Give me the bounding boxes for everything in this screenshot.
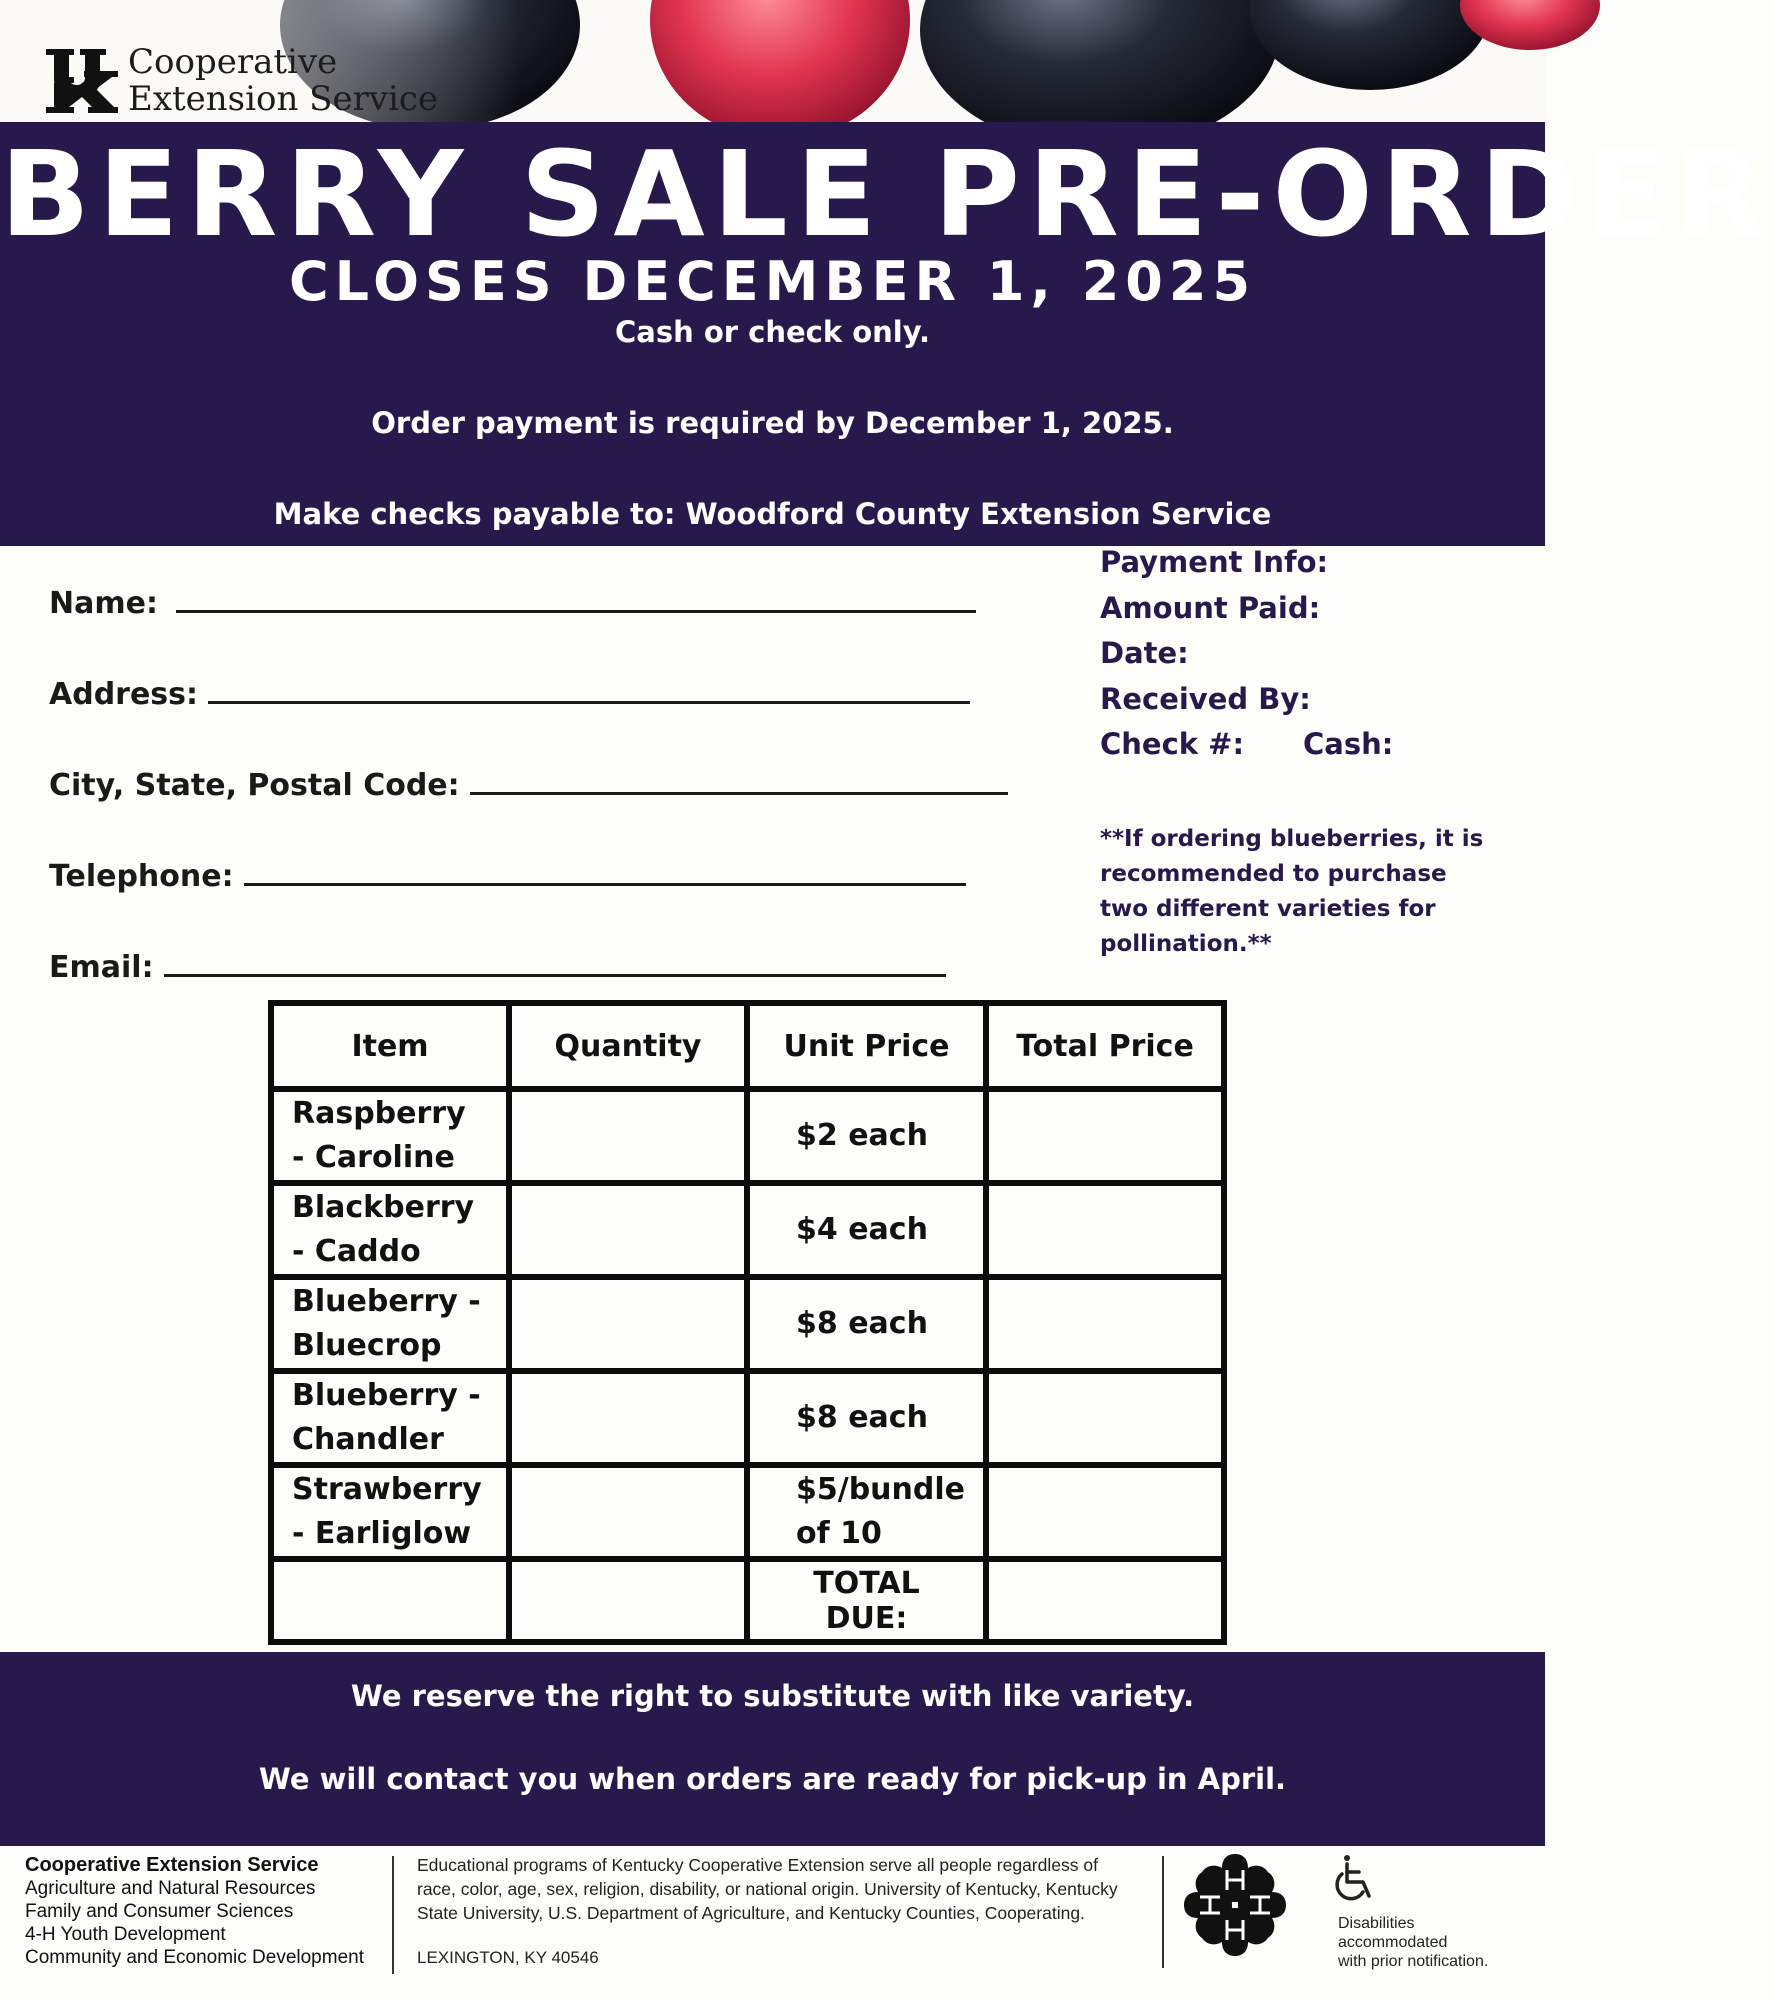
- check-number-label: Check #:: [1100, 727, 1245, 761]
- program-item: 4-H Youth Development: [25, 1924, 226, 1945]
- item-cell: Blackberry - Caddo: [271, 1183, 509, 1277]
- item-cell: Blueberry - Chandler: [271, 1371, 509, 1465]
- disabilities-notice: [1338, 1914, 1488, 1971]
- divider: [1162, 1856, 1164, 1968]
- email-label: Email:: [49, 950, 154, 985]
- logo-text: [128, 44, 438, 118]
- disabilities-line: with prior notification.: [1338, 1953, 1489, 1970]
- disclaimer-text: Educational programs of Kentucky Cooperative Extension serve all people regardless of race, color, age, sex, religion, disability, or national origin. University of Kentucky, Kentucky State University, U.S. Department of Agriculture, and Kentucky Counties, Cooperating.: [417, 1855, 1118, 1923]
- unit-price-cell: $5/bundle of 10: [747, 1465, 986, 1559]
- blueberry-note: **If ordering blueberries, it is recommended to purchase two different varieties for pollination.**: [1100, 826, 1484, 957]
- address-text: LEXINGTON, KY 40546: [417, 1948, 599, 1967]
- quantity-cell[interactable]: [509, 1465, 747, 1559]
- page-title: BERRY SALE PRE-ORDER: [0, 125, 1773, 263]
- total-price-cell[interactable]: [986, 1089, 1224, 1183]
- telephone-field[interactable]: [49, 857, 966, 895]
- unit-price-cell: $2 each: [747, 1089, 986, 1183]
- total-due-label: TOTAL DUE:: [747, 1559, 986, 1642]
- total-price-cell[interactable]: [986, 1371, 1224, 1465]
- payment-deadline-text: Order payment is required by December 1, 2025.: [371, 406, 1174, 440]
- payment-method-text: Cash or check only.: [614, 315, 931, 349]
- logo-line-1: Cooperative: [128, 42, 338, 82]
- quantity-cell[interactable]: [509, 1183, 747, 1277]
- amount-paid-label: Amount Paid:: [1100, 591, 1321, 625]
- program-heading: Cooperative Extension Service: [25, 1854, 319, 1876]
- header-unit-price: Unit Price: [747, 1003, 986, 1089]
- unit-price-cell: $8 each: [747, 1277, 986, 1371]
- address-field[interactable]: [49, 675, 970, 713]
- quantity-cell[interactable]: [509, 1089, 747, 1183]
- header-quantity: Quantity: [509, 1003, 747, 1089]
- unit-price-cell: $4 each: [747, 1183, 986, 1277]
- telephone-label: Telephone:: [49, 859, 234, 894]
- name-label: Name:: [49, 586, 158, 621]
- four-h-clover-icon: [1182, 1852, 1288, 1958]
- disabilities-line: Disabilities: [1338, 1915, 1415, 1932]
- empty-cell: [271, 1559, 509, 1642]
- order-table: [268, 1000, 1227, 1645]
- item-cell: Strawberry - Earliglow: [271, 1465, 509, 1559]
- total-price-cell[interactable]: [986, 1277, 1224, 1371]
- substitution-notice: We reserve the right to substitute with like variety.: [350, 1679, 1195, 1713]
- payment-info-label: Payment Info:: [1100, 545, 1329, 579]
- telephone-line[interactable]: [244, 857, 966, 886]
- header-total-price: Total Price: [986, 1003, 1224, 1089]
- total-due-cell[interactable]: [986, 1559, 1224, 1642]
- table-row: [271, 1277, 1224, 1371]
- item-cell: Raspberry - Caroline: [271, 1089, 509, 1183]
- email-line[interactable]: [164, 948, 946, 977]
- address-line[interactable]: [208, 675, 970, 704]
- table-row: [271, 1371, 1224, 1465]
- table-row: [271, 1465, 1224, 1559]
- uk-logo-icon: [44, 47, 120, 115]
- city-field[interactable]: [49, 766, 1008, 804]
- unit-price-cell: $8 each: [747, 1371, 986, 1465]
- empty-cell: [509, 1559, 747, 1642]
- uk-logo: [44, 44, 438, 118]
- deadline-subtitle: CLOSES DECEMBER 1, 2025: [288, 250, 1257, 313]
- disabilities-line: accommodated: [1338, 1934, 1448, 1951]
- total-row: [271, 1559, 1224, 1642]
- program-areas: [25, 1854, 364, 1969]
- name-field[interactable]: [49, 584, 976, 622]
- table-row: [271, 1183, 1224, 1277]
- item-cell: Blueberry - Bluecrop: [271, 1277, 509, 1371]
- program-item: Agriculture and Natural Resources: [25, 1878, 316, 1899]
- name-line[interactable]: [176, 584, 976, 613]
- header-banner: [0, 122, 1773, 546]
- header-item: Item: [271, 1003, 509, 1089]
- logo-line-2: Extension Service: [128, 79, 439, 119]
- email-field[interactable]: [49, 948, 946, 986]
- quantity-cell[interactable]: [509, 1371, 747, 1465]
- table-row: [271, 1089, 1224, 1183]
- address-label: Address:: [49, 677, 199, 712]
- divider: [392, 1856, 394, 1974]
- total-price-cell[interactable]: [986, 1465, 1224, 1559]
- accessibility-icon: [1333, 1852, 1383, 1904]
- total-price-cell[interactable]: [986, 1183, 1224, 1277]
- city-line[interactable]: [470, 766, 1008, 795]
- city-label: City, State, Postal Code:: [49, 768, 460, 803]
- program-item: Community and Economic Development: [25, 1947, 364, 1968]
- footer-band: [0, 1652, 1545, 1846]
- program-item: Family and Consumer Sciences: [25, 1901, 294, 1922]
- received-by-label: Received By:: [1100, 682, 1311, 716]
- pickup-notice: We will contact you when orders are ready for pick-up in April.: [258, 1762, 1287, 1796]
- checks-payable-text: Make checks payable to: Woodford County Extension Service: [273, 497, 1272, 531]
- quantity-cell[interactable]: [509, 1277, 747, 1371]
- table-header-row: [271, 1003, 1224, 1089]
- cash-label: Cash:: [1303, 727, 1394, 761]
- date-label: Date:: [1100, 636, 1189, 670]
